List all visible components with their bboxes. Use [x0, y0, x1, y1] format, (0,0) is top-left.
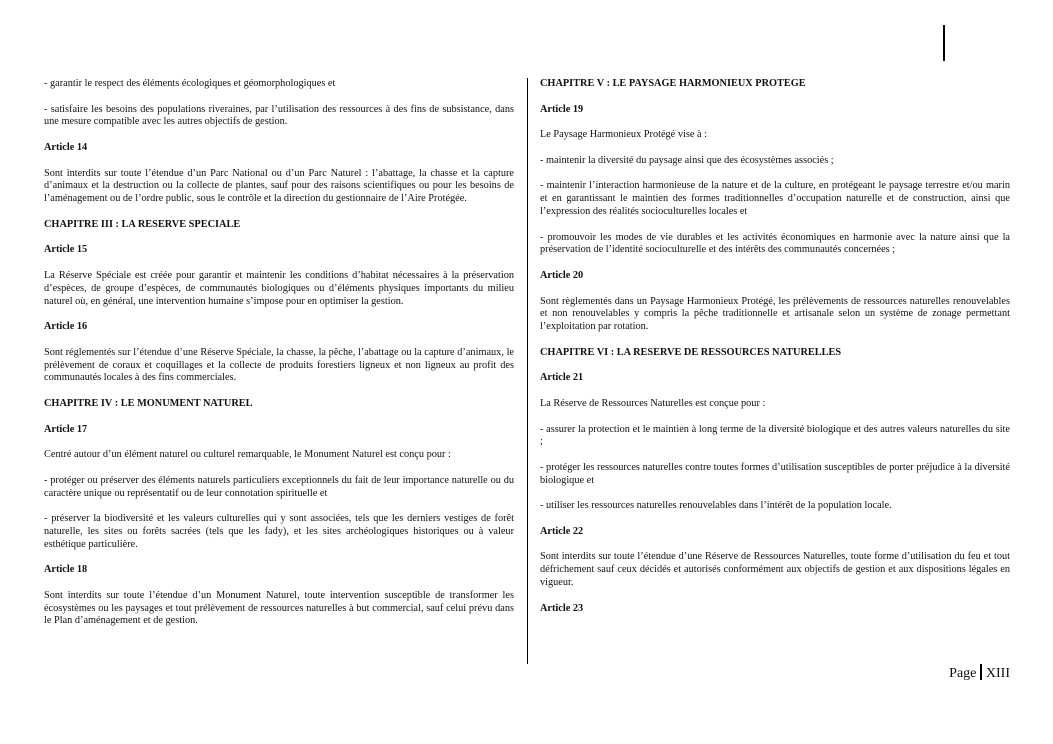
- chapter-heading-chapitre-v-le-paysage-harmonieux-protege: CHAPITRE V : LE PAYSAGE HARMONIEUX PROTEGE: [540, 78, 806, 89]
- paragraph: - assurer la protection et le maintien à long terme de la diversité biologique et des autres valeurs naturelles du site ;: [540, 423, 1010, 448]
- header-rule: [943, 25, 945, 61]
- paragraph: Sont règlementés dans un Paysage Harmonieux Protégé, les prélèvements de ressources naturelles renouvelables et non renouvelables y compris la pêche traditionnelle et artisanale selon un système de zonage permettant l’exploitation par rotation.: [540, 295, 1010, 333]
- column-divider: [527, 78, 528, 664]
- right-column: [540, 78, 1010, 628]
- page-footer: [949, 664, 1010, 683]
- paragraph: Sont interdits sur toute l’étendue d’un Monument Naturel, toute intervention susceptible de transformer les écosystèmes ou les paysages et tout prélèvement de ressources naturelles à but commercial, sauf celui prévu dans le Plan d’aménagement et de gestion.: [44, 589, 514, 627]
- paragraph: - utiliser les ressources naturelles renouvelables dans l’intérêt de la population locale.: [540, 500, 892, 512]
- article-heading-article-20: Article 20: [540, 269, 584, 281]
- paragraph: - garantir le respect des éléments écologiques et géomorphologiques et: [44, 78, 336, 89]
- paragraph: Sont interdits sur toute l’étendue d’une Réserve de Ressources Naturelles, toute forme d’utilisation du feu et tout défrichement sauf ceux décidés et autorisés conformément aux objectifs de gestion et aux dispositions légales en vigueur.: [540, 551, 1010, 589]
- paragraph: - maintenir l’interaction harmonieuse de la nature et de la culture, en protégeant le paysage terrestre et/ou marin et en garantissant le maintien des formes traditionnelles d’occupation naturelle et de construction, ainsi que l’expression des réalités socioculturelles locales et: [540, 180, 1010, 217]
- paragraph: - maintenir la diversité du paysage ainsi que des écosystèmes associés ;: [540, 154, 834, 166]
- chapter-heading-chapitre-iii-la-reserve-speciale: CHAPITRE III : LA RESERVE SPECIALE: [44, 218, 241, 230]
- article-heading-article-15: Article 15: [44, 244, 88, 256]
- article-heading-article-18: Article 18: [44, 564, 88, 576]
- chapter-heading-chapitre-vi-la-reserve-de-ressources-naturelles: CHAPITRE VI : LA RESERVE DE RESSOURCES NATURELLES: [540, 346, 842, 358]
- page-number: XIII: [985, 666, 1010, 681]
- paragraph: La Réserve de Ressources Naturelles est conçue pour :: [540, 397, 766, 409]
- paragraph: Le Paysage Harmonieux Protégé vise à :: [540, 129, 707, 141]
- left-column: [44, 78, 514, 641]
- article-heading-article-21: Article 21: [540, 372, 584, 384]
- paragraph: - préserver la biodiversité et les valeurs culturelles qui y sont associées, tels que les derniers vestiges de forêt naturelle, les sites ou forêts sacrées (tels que les fady), et les sites archéologiques historiques ou à valeur esthétique particulière.: [44, 513, 514, 550]
- article-heading-article-14: Article 14: [44, 141, 88, 153]
- paragraph: Sont interdits sur toute l’étendue d’un Parc National ou d’un Parc Naturel : l’abattage, la chasse et la capture d’animaux et la destruction ou la collecte de plantes, sauf pour des raisons scientifiques ou pour les besoins de l’aménagement ou de l’ordre public, sous le contrôle et la direction du gestionnaire de l’Aire Protégée.: [44, 167, 514, 205]
- chapter-heading-chapitre-iv-le-monument-naturel: CHAPITRE IV : LE MONUMENT NATUREL: [44, 397, 253, 409]
- article-heading-article-19: Article 19: [540, 103, 584, 115]
- paragraph: Sont réglementés sur l’étendue d’une Réserve Spéciale, la chasse, la pêche, l’abattage ou la capture d’animaux, le prélèvement de coraux et coquillages et la collecte de produits forestiers ligneux et non ligneux au profit des communautés locales à des fins commerciales.: [44, 346, 514, 384]
- paragraph: Centré autour d’un élément naturel ou culturel remarquable, le Monument Naturel est conçu pour :: [44, 449, 451, 461]
- paragraph: - promouvoir les modes de vie durables et les activités économiques en harmonie avec la nature ainsi que la préservation de l’identité socioculturelle et des intérêts des communautés concernées ;: [540, 231, 1010, 256]
- article-heading-article-16: Article 16: [44, 321, 88, 333]
- paragraph: - satisfaire les besoins des populations riveraines, par l’utilisation des ressources à des fins de subsistance, dans une mesure compatible avec les autres objectifs de gestion.: [44, 103, 514, 128]
- footer-separator: [980, 664, 982, 680]
- paragraph: - protéger les ressources naturelles contre toutes formes d’utilisation susceptibles de porter préjudice à la diversité biologique et: [540, 461, 1010, 486]
- article-heading-article-17: Article 17: [44, 423, 88, 435]
- paragraph: - protéger ou préserver des éléments naturels particuliers exceptionnels du fait de leur importance naturelle ou du caractère unique ou représentatif ou de leur connotation spirituelle et: [44, 474, 514, 499]
- page-label: Page: [949, 666, 977, 681]
- paragraph: La Réserve Spéciale est créée pour garantir et maintenir les conditions d’habitat nécessaires à la préservation d’espèces, de groupe d’espèces, de communautés biologiques ou d’éléments physiques importants du milieu naturel où, en général, une intervention humaine s’impose pour en optimiser la gestion.: [44, 269, 514, 307]
- article-heading-article-22: Article 22: [540, 525, 584, 537]
- article-heading-article-23: Article 23: [540, 602, 584, 614]
